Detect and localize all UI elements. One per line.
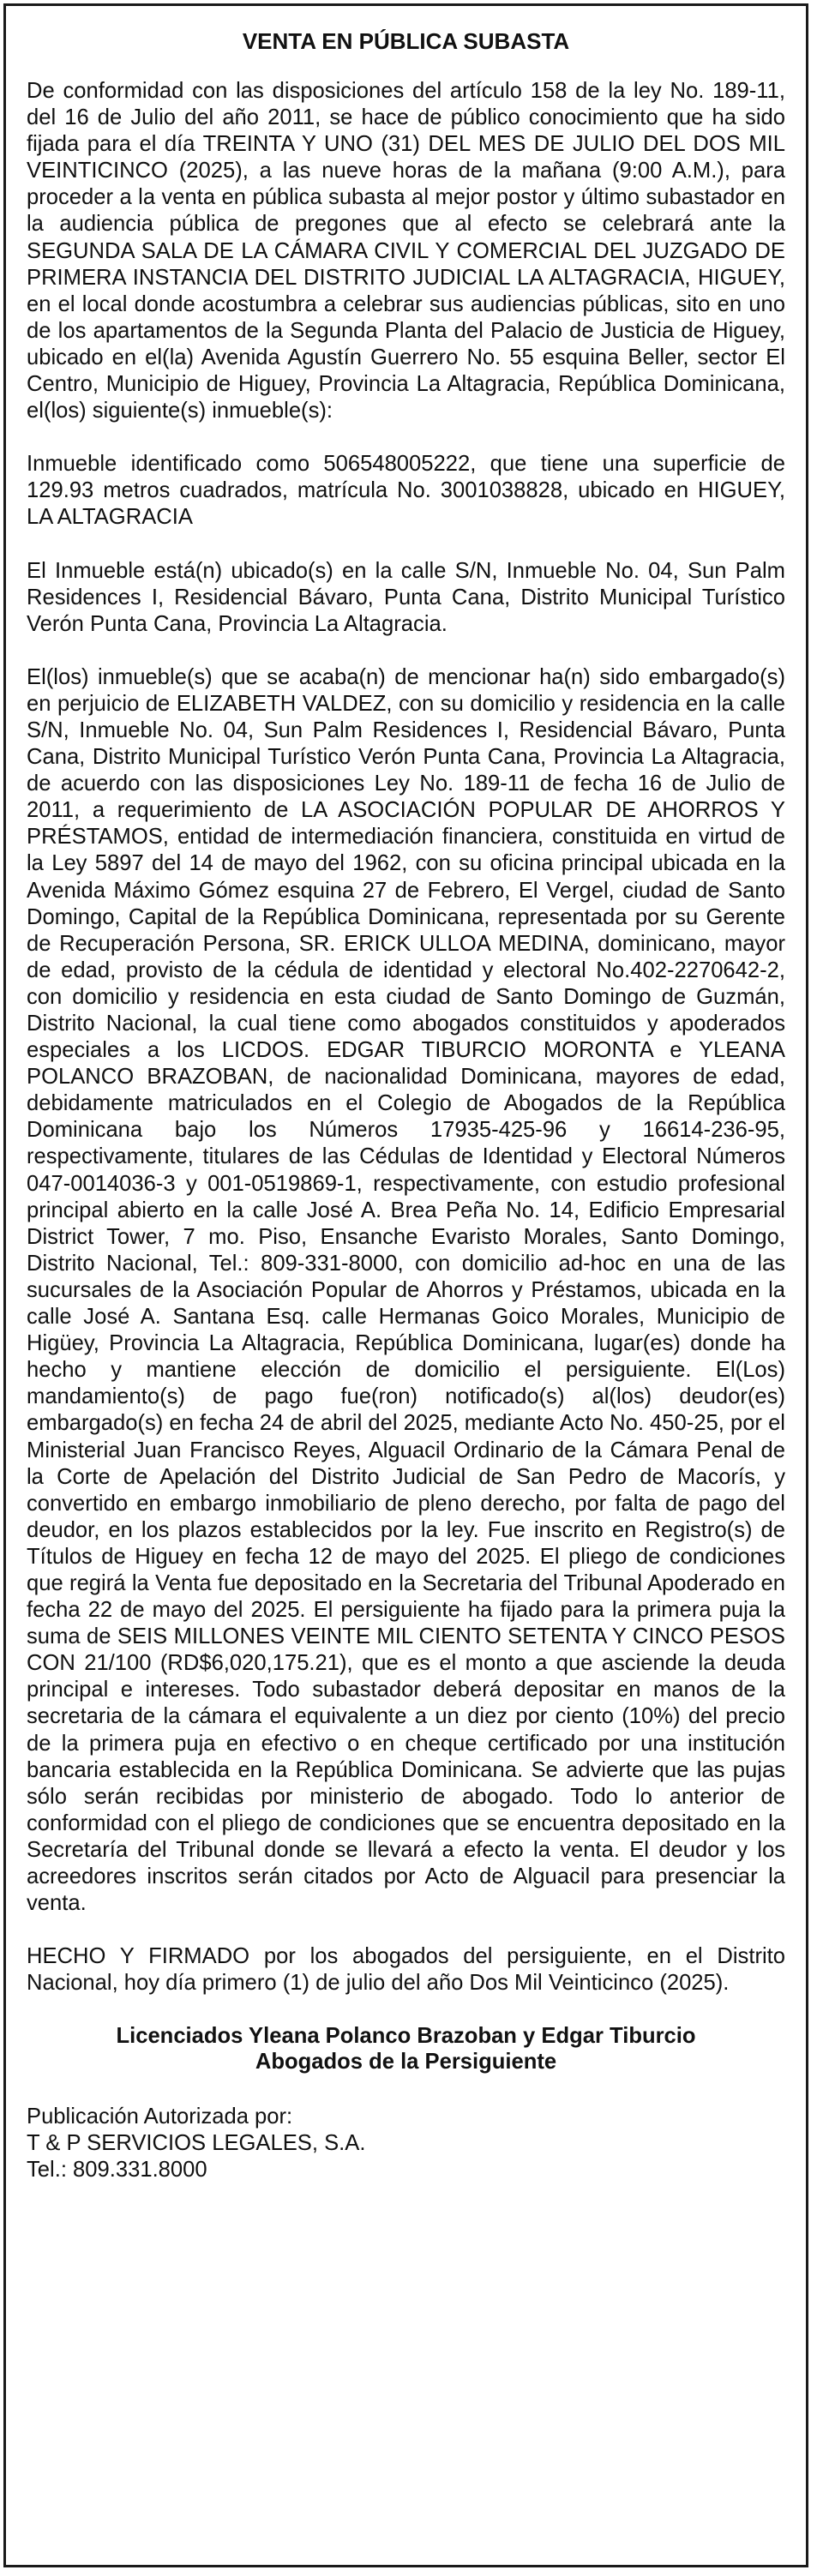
paragraph-auction-announcement: De conformidad con las disposiciones del artículo 158 de la ley No. 189-11, del 16 de Julio del año 2011, se hace de público conocimiento que ha sido fijada para el día TREINTA Y UNO (31) DEL MES DE JULIO DEL DOS MIL VEINTICINCO (2025), a las nueve horas de la mañana (9:00 A.M.), para proceder a la venta en pública subasta al mejor postor y último subastador en la audiencia pública de pregones que al efecto se celebrará ante la SEGUNDA SALA DE LA CÁMARA CIVIL Y COMERCIAL DEL JUZGADO DE PRIMERA INSTANCIA DEL DISTRITO JUDICIAL LA ALTAGRACIA, HIGUEY, en el local donde acostumbra a celebrar sus audiencias públicas, sito en uno de los apartamentos de la Segunda Planta del Palacio de Justicia de Higuey, ubicado en el(la) Avenida Agustín Guerrero No. 55 esquina Beller, sector El Centro, Municipio de Higuey, Provincia La Altagracia, República Dominicana, el(los) siguiente(s) inmueble(s): (27, 79, 785, 423)
publication-company: T & P SERVICIOS LEGALES, S.A. (27, 2131, 366, 2156)
legal-notice (3, 3, 808, 2567)
signature-block (27, 2023, 785, 2075)
notice-title: VENTA EN PÚBLICA SUBASTA (242, 28, 570, 54)
paragraph-property-identification: Inmueble identificado como 506548005222, que tiene una superficie de 129.93 metros cuadrados, matrícula No. 3001038828, ubicado en HIGUEY, LA ALTAGRACIA (27, 452, 785, 530)
paragraph-signed-statement: HECHO Y FIRMADO por los abogados del persiguiente, en el Distrito Nacional, hoy día primero (1) de julio del año Dos Mil Veinticinco (2025). (27, 1944, 785, 1996)
paragraph-seizure-details: El(los) inmueble(s) que se acaba(n) de mencionar ha(n) sido embargado(s) en perjuicio de ELIZABETH VALDEZ, con su domicilio y residencia en la calle S/N, Inmueble No. 04, Sun Palm Residences I, Residencial Bávaro, Punta Cana, Distrito Municipal Turístico Verón Punta Cana, Provincia La Altagracia, de acuerdo con las disposiciones Ley No. 189-11 de fecha 16 de Julio de 2011, a requerimiento de LA ASOCIACIÓN POPULAR DE AHORROS Y PRÉSTAMOS, entidad de intermediación financiera, constituida en virtud de la Ley 5897 del 14 de mayo del 1962, con su oficina principal ubicada en la Avenida Máximo Gómez esquina 27 de Febrero, El Vergel, ciudad de Santo Domingo, Capital de la República Dominicana, representada por su Gerente de Recuperación Persona, SR. ERICK ULLOA MEDINA, dominicano, mayor de edad, provisto de la cédula de identidad y electoral No.402-2270642-2, con domicilio y residencia en esta ciudad de Santo Domingo de Guzmán, Distrito Nacional, la cual tiene como abogados constituidos y apoderados especiales a los LICDOS. EDGAR TIBURCIO MORONTA e YLEANA POLANCO BRAZOBAN, de nacionalidad Dominicana, mayores de edad, debidamente matriculados en el Colegio de Abogados de la República Dominicana bajo los Números 17935-425-96 y 16614-236-95, respectivamente, titulares de las Cédulas de Identidad y Electoral Números 047-0014036-3 y 001-0519869-1, respectivamente, con estudio profesional principal abierto en la calle José A. Brea Peña No. 14, Edificio Empresarial District Tower, 7 mo. Piso, Ensanche Evaristo Morales, Santo Domingo, Distrito Nacional, Tel.: 809-331-8000, con domicilio ad-hoc en una de las sucursales de la Asociación Popular de Ahorros y Préstamos, ubicada en la calle José A. Santana Esq. calle Hermanas Goico Morales, Municipio de Higüey, Provincia La Altagracia, República Dominicana, lugar(es) donde ha hecho y mantiene elección de domicilio el persiguiente. El(Los) mandamiento(s) de pago fue(ron) notificado(s) al(los) deudor(es) embargado(s) en fecha 24 de abril del 2025, mediante Acto No. 450-25, por el Ministerial Juan Francisco Reyes, Alguacil Ordinario de la Cámara Penal de la Corte de Apelación del Distrito Judicial de San Pedro de Macorís, y convertido en embargo inmobiliario de pleno derecho, por falta de pago del deudor, en los plazos establecidos por la ley. Fue inscrito en Registro(s) de Títulos de Higuey en fecha 12 de mayo del 2025. El pliego de condiciones que regirá la Venta fue depositado en la Secretaria del Tribunal Apoderado en fecha 22 de mayo del 2025. El persiguiente ha fijado para la primera puja la suma de SEIS MILLONES VEINTE MIL CIENTO SETENTA Y CINCO PESOS CON 21/100 (RD$6,020,175.21), que es el monto a que asciende la deuda principal e intereses. Todo subastador deberá depositar en manos de la secretaria de la cámara el equivalente a un diez por ciento (10%) del precio de la primera puja en efectivo o en cheque certificado por una institución bancaria establecida en la República Dominicana. Se advierte que las pujas sólo serán recibidas por ministerio de abogado. Todo lo anterior de conformidad con el pliego de condiciones que se encuentra depositado en la Secretaría del Tribunal donde se llevará a efecto la venta. El deudor y los acreedores inscritos serán citados por Acto de Alguacil para presenciar la venta. (27, 664, 785, 1916)
publication-phone: Tel.: 809.331.8000 (27, 2158, 207, 2183)
publication-authorized-label: Publicación Autorizada por: (27, 2105, 293, 2129)
publication-block (27, 2104, 785, 2183)
paragraph-property-location: El Inmueble está(n) ubicado(s) en la calle S/N, Inmueble No. 04, Sun Palm Residences I, Residencial Bávaro, Punta Cana, Distrito Municipal Turístico Verón Punta Cana, Provincia La Altagracia. (27, 558, 785, 636)
signature-role: Abogados de la Persiguiente (255, 2050, 557, 2075)
signature-lawyers: Licenciados Yleana Polanco Brazoban y Edgar Tiburcio (116, 2024, 696, 2049)
